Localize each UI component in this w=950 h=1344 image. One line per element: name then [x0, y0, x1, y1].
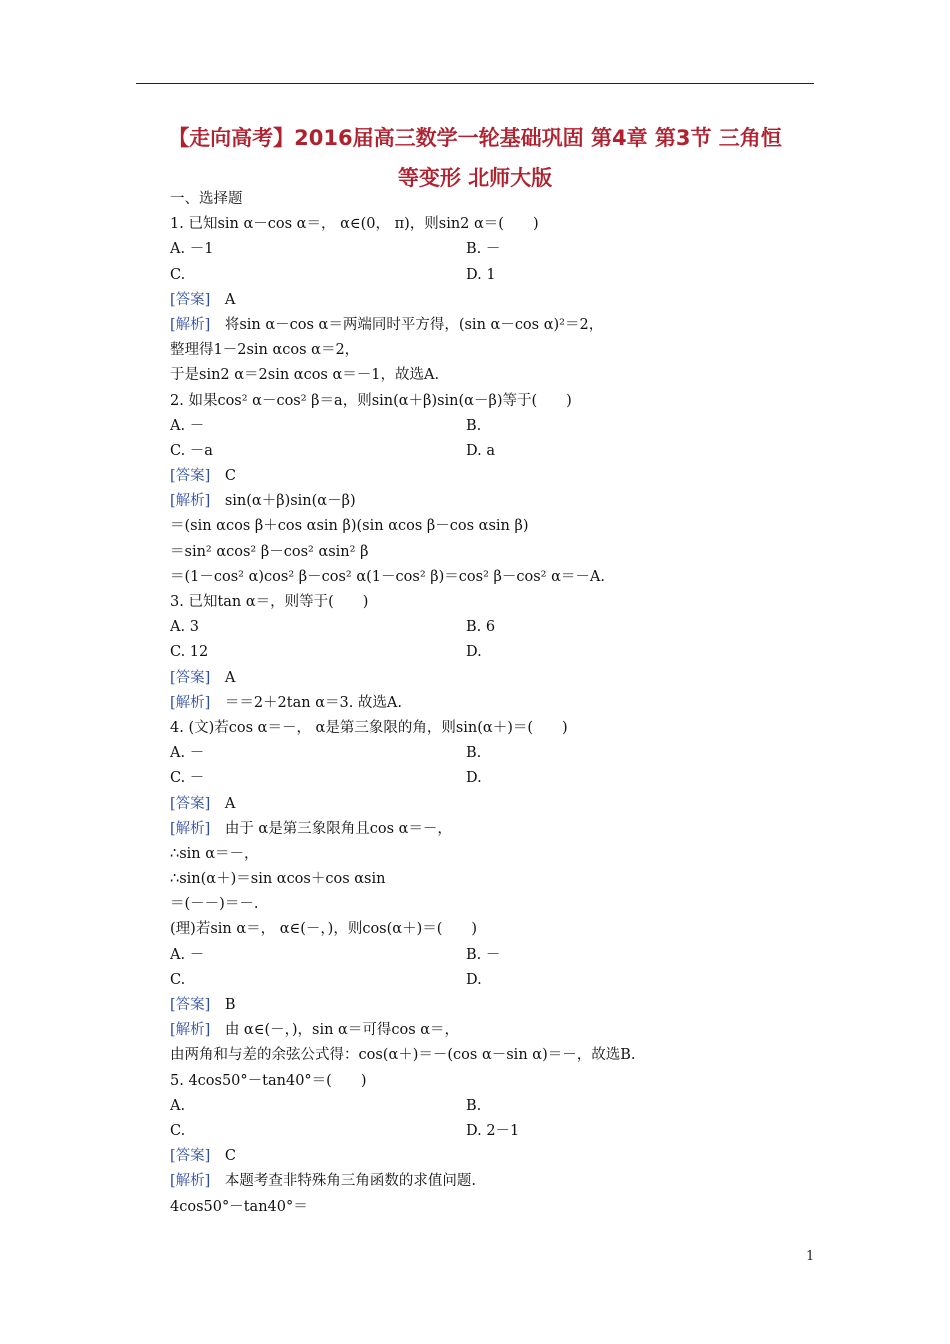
option-left: A. －1 [170, 241, 214, 258]
page-number: 1 [806, 1249, 815, 1264]
option-left: C. [170, 971, 186, 988]
answer-options-row [170, 968, 810, 993]
option-right: D. [466, 770, 482, 787]
answer-tag: [答案] [170, 291, 211, 308]
text-line: 1. 已知sin α－cos α＝， α∈(0， π)，则sin2 α＝( ) [170, 216, 539, 233]
text-line: ＝(1－cos² α)cos² β－cos² α(1－cos² β)＝cos² β－cos² α＝－A. [170, 568, 605, 585]
text-line: 4. (文)若cos α＝－， α是第三象限的角，则sin(α＋)＝( ) [170, 719, 568, 736]
option-left: C. [170, 266, 186, 283]
section-heading: 一、选择题 [170, 191, 243, 207]
line-text: 本题考查非特殊角三角函数的求值问题. [210, 1173, 476, 1190]
explanation-line [170, 691, 810, 716]
answer-tag: [答案] [170, 795, 211, 812]
answer-tag: [答案] [170, 669, 211, 686]
text-line: (理)若sin α＝， α∈(－，)，则cos(α＋)＝( ) [170, 921, 478, 938]
explanation-line [170, 1018, 810, 1043]
line-text: C [210, 1148, 236, 1165]
answer-line [170, 1144, 810, 1169]
explanation-line [170, 817, 810, 842]
option-left: A. － [170, 417, 205, 434]
explanation-tag: [解析] [170, 1173, 211, 1190]
explanation-line [170, 1169, 810, 1194]
answer-options-row [170, 1094, 810, 1119]
answer-options-row [170, 640, 810, 665]
title-line-1: 【走向高考】2016届高三数学一轮基础巩固 第4章 第3节 三角恒 [168, 126, 782, 150]
explanation-tag: [解析] [170, 820, 211, 837]
option-left: A. [170, 1097, 186, 1114]
answer-options-row [170, 237, 810, 262]
document-body [170, 187, 810, 1220]
text-line: ＝(sin αcos β＋cos αsin β)(sin αcos β－cos αsin β) [170, 518, 529, 535]
document-title [136, 118, 814, 198]
option-right: B. － [466, 241, 501, 258]
line-text: sin(α＋β)sin(α－β) [210, 493, 356, 510]
answer-tag: [答案] [170, 468, 211, 485]
explanation-line [170, 313, 810, 338]
option-right: D. a [466, 442, 495, 459]
answer-options-row [170, 1119, 810, 1144]
line-text: 由 α∈(－，)，sin α＝可得cos α＝， [210, 1022, 460, 1039]
option-left: C. －a [170, 442, 213, 459]
line-text: 将sin α－cos α＝两端同时平方得，(sin α－cos α)²＝2， [210, 316, 604, 333]
option-right: D. 2－1 [466, 1122, 520, 1139]
answer-tag: [答案] [170, 997, 211, 1013]
explanation-tag: [解析] [170, 316, 211, 333]
text-line: 4cos50°－tan40°＝ [170, 1198, 308, 1215]
answer-options-row [170, 741, 810, 766]
option-right: B. [466, 417, 482, 434]
answer-options-row [170, 766, 810, 791]
text-line: ＝(－－)＝－. [170, 896, 259, 913]
option-right: D. [466, 644, 482, 661]
text-line: 5. 4cos50°－tan40°＝( ) [170, 1072, 367, 1089]
text-line: 于是sin2 α＝2sin αcos α＝－1，故选A. [170, 367, 440, 384]
answer-options-row [170, 263, 810, 288]
line-text: B [210, 997, 236, 1013]
option-left: C. 12 [170, 644, 209, 661]
option-left: A. 3 [170, 619, 199, 636]
answer-line [170, 666, 810, 691]
line-text: 由于 α是第三象限角且cos α＝－， [210, 820, 452, 837]
header-rule [136, 83, 814, 84]
text-line: ＝sin² αcos² β－cos² αsin² β [170, 543, 369, 560]
option-left: A. － [170, 745, 205, 762]
answer-options-row [170, 943, 810, 968]
option-right: B. [466, 745, 482, 762]
title-line-2: 等变形 北师大版 [397, 166, 553, 190]
answer-tag: [答案] [170, 1148, 211, 1165]
option-right: B. － [466, 946, 501, 963]
answer-line [170, 464, 810, 489]
option-right: D. 1 [466, 266, 496, 283]
answer-line [170, 993, 810, 1018]
option-right: D. [466, 971, 482, 988]
answer-options-row [170, 439, 810, 464]
text-line: 整理得1－2sin αcos α＝2， [170, 342, 360, 359]
option-right: B. [466, 1097, 482, 1114]
line-text: A [210, 291, 236, 308]
answer-options-row [170, 615, 810, 640]
text-line: ∴sin α＝－， [170, 845, 259, 862]
option-left: C. － [170, 770, 205, 787]
explanation-line [170, 489, 810, 514]
line-text: C [210, 468, 236, 485]
explanation-tag: [解析] [170, 1022, 211, 1039]
option-left: C. [170, 1122, 186, 1139]
text-line: ∴sin(α＋)＝sin αcos＋cos αsin [170, 871, 386, 888]
line-text: A [210, 669, 236, 686]
answer-line [170, 792, 810, 817]
answer-options-row [170, 414, 810, 439]
answer-line [170, 288, 810, 313]
text-line: 由两角和与差的余弦公式得：cos(α＋)＝－(cos α－sin α)＝－，故选B. [170, 1047, 636, 1064]
text-line: 2. 如果cos² α－cos² β＝a，则sin(α＋β)sin(α－β)等于( ) [170, 392, 572, 409]
option-left: A. － [170, 946, 205, 963]
line-text: A [210, 795, 236, 812]
explanation-tag: [解析] [170, 493, 211, 510]
text-line: 3. 已知tan α＝，则等于( ) [170, 594, 369, 610]
option-right: B. 6 [466, 619, 496, 636]
explanation-tag: [解析] [170, 694, 211, 711]
line-text: ＝＝2＋2tan α＝3. 故选A. [210, 694, 403, 711]
